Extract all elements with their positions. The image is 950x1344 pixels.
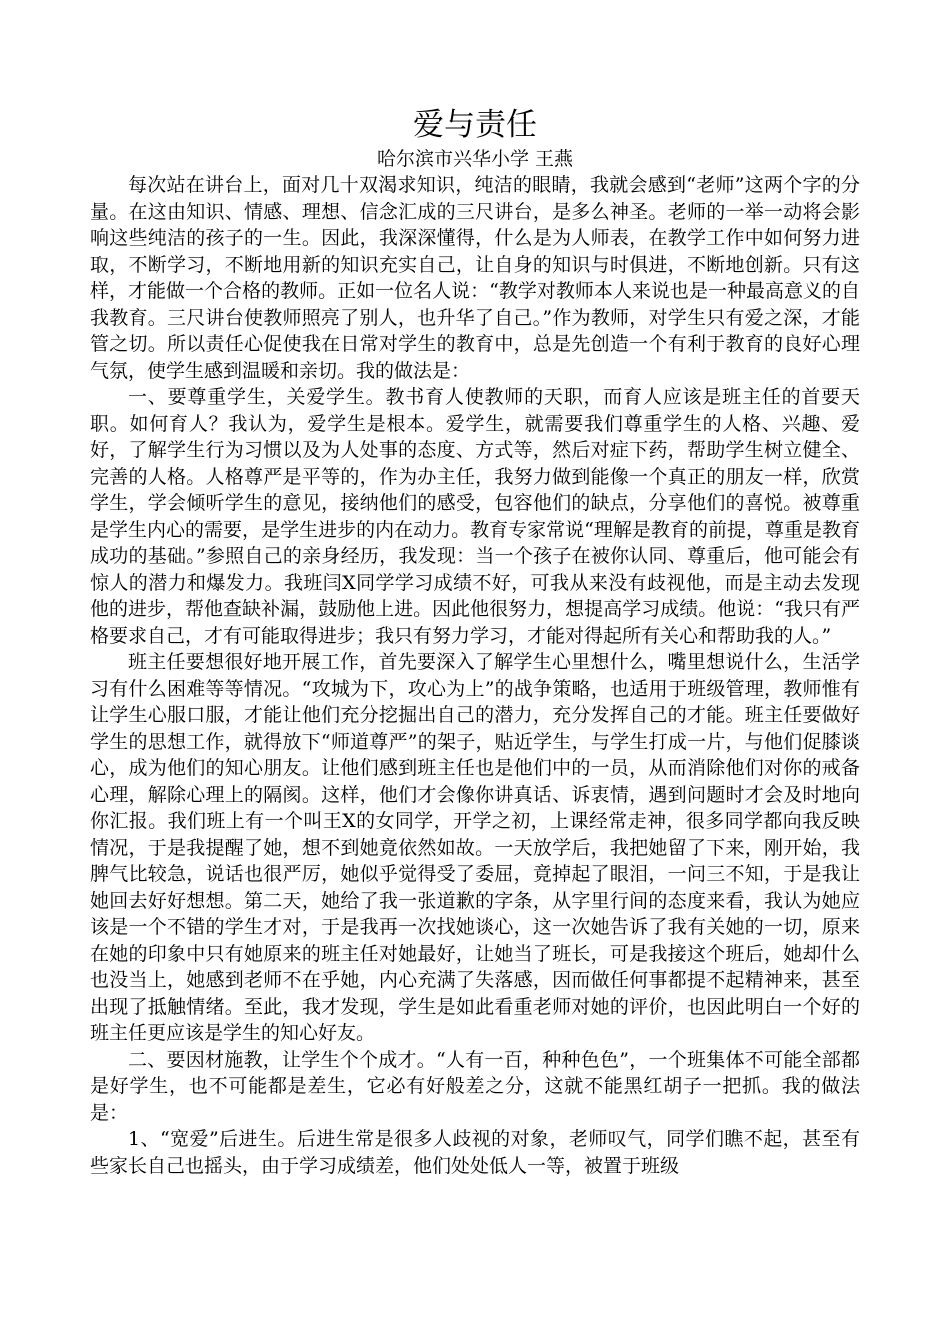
paragraph-teach-by-aptitude: 二、要因材施教，让学生个个成才。“人有一百，种种色色”，一个班集体不可能全部都是好学生，也不可能都是差生，它必有好般差之分，这就不能黑红胡子一把抓。我的做法是： [90,1048,860,1124]
author-byline: 哈尔滨市兴华小学 王燕 [376,148,574,170]
document-page [90,104,860,1179]
paragraph-underachievers: 1、“宽爱”后进生。后进生常是很多人歧视的对象，老师叹气，同学们瞧不起，甚至有些家长自己也摇头，由于学习成绩差，他们处处低人一等，被置于班级 [90,1128,860,1177]
document-title: 爱与责任 [413,107,537,143]
paragraph-respect-students: 一、要尊重学生，关爱学生。教书育人使教师的天职，而育人应该是班主任的首要天职。如何育人？我认为，爱学生是根本。爱学生，就需要我们尊重学生的人格、兴趣、爱好，了解学生行为习惯以及为人处事的态度、方式等，然后对症下药，帮助学生树立健全、完善的人格。人格尊严是平等的，作为办主任，我努力做到能像一个真正的朋友一样，欣赏学生，学会倾听学生的意见，接纳他们的感受，包容他们的缺点，分享他们的喜悦。被尊重是学生内心的需要，是学生进步的内在动力。教育专家常说“理解是教育的前提，尊重是教育成功的基础。”参照自己的亲身经历，我发现：当一个孩子在被你认同、尊重后，他可能会有惊人的潜力和爆发力。我班闫X同学学习成绩不好，可我从来没有歧视他，而是主动去发现他的进步，帮他查缺补漏，鼓励他上进。因此他很努力，想提高学习成绩。他说：“我只有严格要求自己，才有可能取得进步；我只有努力学习，才能对得起所有关心和帮助我的人。” [90,386,860,647]
paragraph-understand-students: 班主任要想很好地开展工作，首先要深入了解学生心里想什么，嘴里想说什么，生活学习有什么困难等等情况。“攻城为下，攻心为上”的战争策略，也适用于班级管理，教师惟有让学生心服口服，才能让他们充分挖掘出自己的潜力，充分发挥自己的才能。班主任要做好学生的思想工作，就得放下“师道尊严”的架子，贴近学生，与学生打成一片，与他们促膝谈心，成为他们的知心朋友。让他们感到班主任也是他们中的一员，从而消除他们对你的戒备心理，解除心理上的隔阂。这样，他们才会像你讲真话、诉衷情，遇到问题时才会及时地向你汇报。我们班上有一个叫王X的女同学，开学之初，上课经常走神，很多同学都向我反映情况，于是我提醒了她，想不到她竟依然如故。一天放学后，我把她留了下来，刚开始，我脾气比较急，说话也很严厉，她似乎觉得受了委屈，竟掉起了眼泪，一问三不知，于是我让她回去好好想想。第二天，她给了我一张道歉的字条，从字里行间的态度来看，我认为她应该是一个不错的学生才对，于是我再一次找她谈心，这一次她告诉了我有关她的一切，原来在她的印象中只有她原来的班主任对她最好，让她当了班长，可是我接这个班后，她却什么也没当上，她感到老师不在乎她，内心充满了失落感，因而做任何事都提不起精神来，甚至出现了抵触情绪。至此，我才发现，学生是如此看重老师对她的评价，也因此明白一个好的班主任更应该是学生的知心好友。 [90,651,860,1044]
paragraph-intro: 每次站在讲台上，面对几十双渴求知识，纯洁的眼睛，我就会感到“老师”这两个字的分量。在这由知识、情感、理想、信念汇成的三尺讲台，是多么神圣。老师的一举一动将会影响这些纯洁的孩子的一生。因此，我深深懂得，什么是为人师表，在教学工作中如何努力进取，不断学习，不断地用新的知识充实自己，让自身的知识与时俱进，不断地创新。只有这样，才能做一个合格的教师。正如一位名人说：“教学对教师本人来说也是一种最高意义的自我教育。三尺讲台使教师照亮了别人，也升华了自己。”作为教师，对学生只有爱之深，才能管之切。所以责任心促使我在日常对学生的教育中，总是先创造一个有利于教育的良好心理气氛，使学生感到温暖和亲切。我的做法是： [90,174,860,382]
